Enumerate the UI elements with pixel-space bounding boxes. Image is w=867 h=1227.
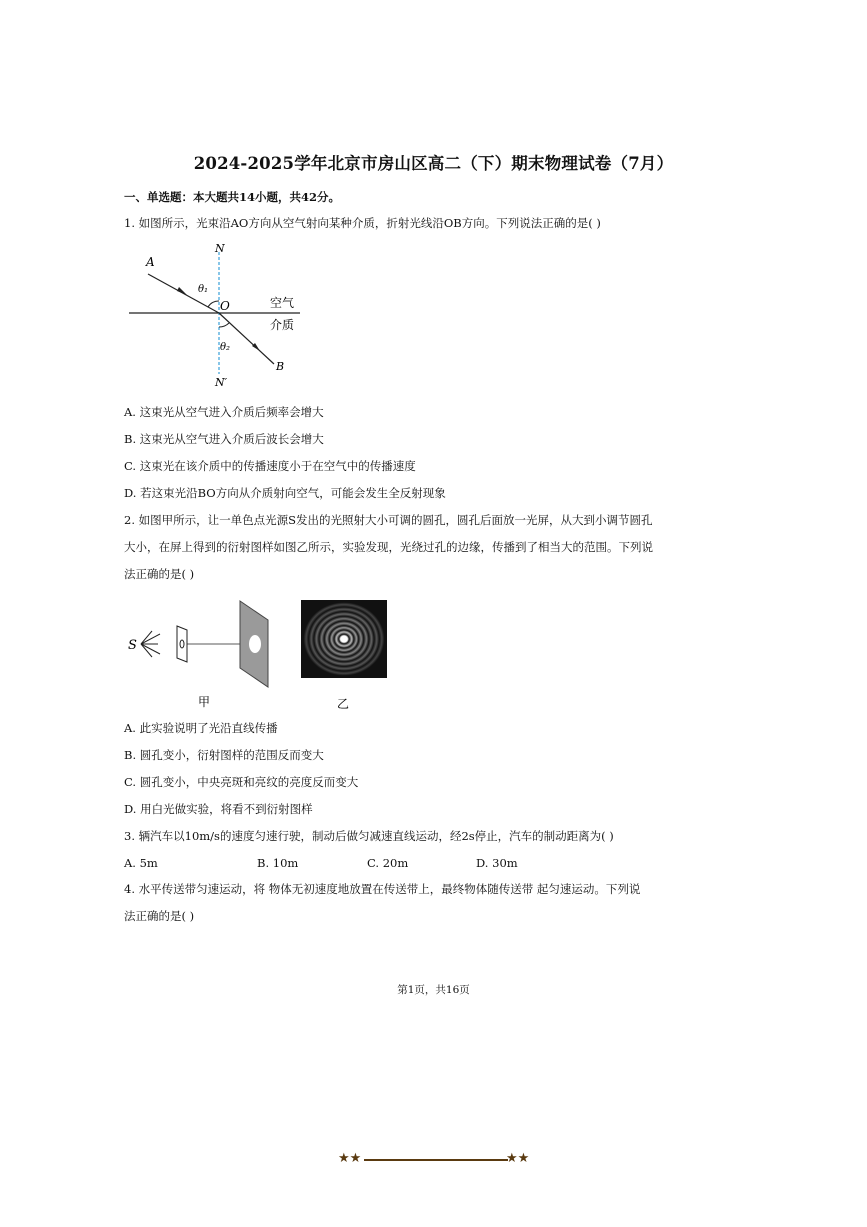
incident-arrow xyxy=(177,287,187,295)
q1-refraction-diagram xyxy=(124,240,314,390)
screen-spot xyxy=(249,635,261,653)
q4-stem-line-2: 法正确的是( ) xyxy=(124,909,195,923)
q2-option-b: B. 圆孔变小，衍射图样的范围反而变大 xyxy=(124,748,324,762)
ornament-line xyxy=(364,1159,508,1161)
q2-option-d: D. 用白光做实验，将看不到衍射图样 xyxy=(124,802,313,816)
refracted-ray xyxy=(219,313,274,364)
label-S: S xyxy=(128,638,137,653)
label-B: B xyxy=(276,360,285,373)
label-yi: 乙 xyxy=(337,697,350,711)
q2-stem-line-3: 法正确的是( ) xyxy=(124,567,195,581)
star-icon-left: ★★ xyxy=(338,1151,362,1166)
label-air: 空气 xyxy=(270,296,295,310)
theta2-arc xyxy=(219,323,229,327)
diffraction-pattern xyxy=(301,600,387,678)
label-jia: 甲 xyxy=(198,695,211,709)
label-N-prime: N′ xyxy=(215,376,228,389)
q3-option-c: C. 20m xyxy=(367,856,409,870)
q2-option-a: A. 此实验说明了光沿直线传播 xyxy=(124,721,278,735)
label-N: N xyxy=(215,242,225,255)
theta1-arc xyxy=(208,301,219,307)
q3-option-d: D. 30m xyxy=(476,856,518,870)
label-theta2: θ₂ xyxy=(220,342,231,353)
q3-option-b: B. 10m xyxy=(257,856,299,870)
star-icon-right: ★★ xyxy=(506,1151,530,1166)
page-number: 第1页，共16页 xyxy=(397,984,470,996)
q1-option-b: B. 这束光从空气进入介质后波长会增大 xyxy=(124,432,324,446)
label-medium: 介质 xyxy=(270,318,295,332)
aperture-plate xyxy=(177,626,187,662)
label-theta1: θ₁ xyxy=(198,284,209,295)
q2-stem-line-2: 大小，在屏上得到的衍射图样如图乙所示，实验发现，光绕过孔的边缘，传播到了相当大的范围。下列说 xyxy=(124,540,653,554)
source-rays xyxy=(141,631,160,657)
label-A: A xyxy=(146,255,155,269)
q4-stem-line-1: 4. 水平传送带匀速运动，将 物体无初速度地放置在传送带上，最终物体随传送带 起匀速运动。下列说 xyxy=(124,882,641,896)
footer-ornament xyxy=(338,1151,532,1169)
q1-option-d: D. 若这束光沿BO方向从介质射向空气，可能会发生全反射现象 xyxy=(124,486,446,500)
q2-option-c: C. 圆孔变小，中央亮斑和亮纹的亮度反而变大 xyxy=(124,775,359,789)
q1-option-c: C. 这束光在该介质中的传播速度小于在空气中的传播速度 xyxy=(124,459,416,473)
page-title: 2024-2025学年北京市房山区高二（下）期末物理试卷（7月） xyxy=(193,154,674,173)
q2-diffraction-diagram xyxy=(124,598,394,716)
q1-option-a: A. 这束光从空气进入介质后频率会增大 xyxy=(124,405,324,419)
section-heading: 一、单选题：本大题共14小题，共42分。 xyxy=(124,190,341,204)
q3-option-a: A. 5m xyxy=(124,856,158,870)
label-O: O xyxy=(220,299,230,313)
q2-stem-line-1: 2. 如图甲所示，让一单色点光源S发出的光照射大小可调的圆孔，圆孔后面放一光屏，从大到小调节圆孔 xyxy=(124,513,653,527)
q3-stem: 3. 辆汽车以10m/s的速度匀速行驶，制动后做匀减速直线运动，经2s停止，汽车的制动距离为( ) xyxy=(124,829,614,843)
q1-stem: 1. 如图所示，光束沿AO方向从空气射向某种介质，折射光线沿OB方向。下列说法正确的是( ) xyxy=(124,216,601,230)
